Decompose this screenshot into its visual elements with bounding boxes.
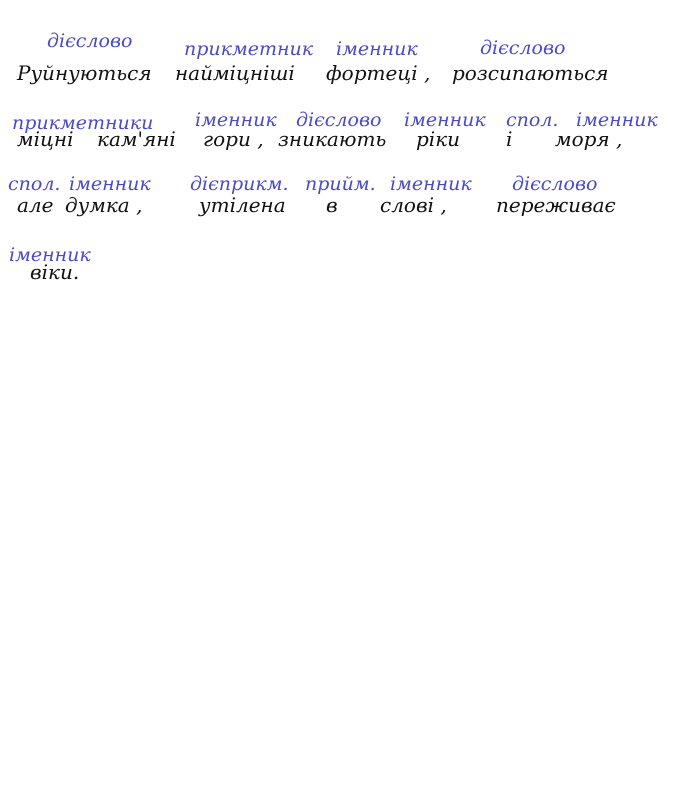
annotation-preposition: прийм. <box>305 173 376 195</box>
word-perezhyvaie: переживає <box>496 193 616 217</box>
annotation-verb: дієслово <box>296 109 382 131</box>
word-fortetsi: фортецi , <box>326 61 431 85</box>
word-utilena: утiлена <box>199 193 286 217</box>
annotation-noun: iменник <box>576 109 658 131</box>
annotation-noun: iменник <box>9 244 91 266</box>
annotation-noun: iменник <box>404 109 486 131</box>
word-dumka: думка , <box>65 193 143 217</box>
annotation-conjunction: спол. <box>8 173 61 195</box>
word-ruinuiutsia: Руйнуються <box>17 61 152 85</box>
annotation-noun: iменник <box>336 38 418 60</box>
annotation-verb: дієслово <box>512 173 598 195</box>
annotation-verb: дієслово <box>47 30 133 52</box>
word-rozsypaiutsia: розсипаються <box>452 61 609 85</box>
word-mitsni: мiцнi <box>17 127 74 151</box>
annotation-noun: iменник <box>390 173 472 195</box>
word-slovi: словi , <box>380 193 447 217</box>
annotation-verb: дієслово <box>480 37 566 59</box>
word-ale: але <box>17 193 54 217</box>
word-moria: моря , <box>555 127 623 151</box>
annotation-adjectives: прикметники <box>12 112 154 134</box>
word-riky: рiки <box>416 127 461 151</box>
annotation-conjunction: спол. <box>506 109 559 131</box>
word-kamiani: кам'янi <box>97 127 176 151</box>
annotation-adjective: прикметник <box>184 38 314 60</box>
annotation-noun: iменник <box>69 173 151 195</box>
word-v: в <box>326 193 338 217</box>
word-naimitsnishi: наймiцнiшi <box>175 61 295 85</box>
word-znykaiut: зникають <box>278 127 387 151</box>
annotation-noun: iменник <box>195 109 277 131</box>
word-viky: вiки. <box>30 260 80 284</box>
word-hory: гори , <box>203 127 264 151</box>
annotation-participle: дiєприкм. <box>190 173 289 195</box>
word-i: i <box>506 127 513 151</box>
